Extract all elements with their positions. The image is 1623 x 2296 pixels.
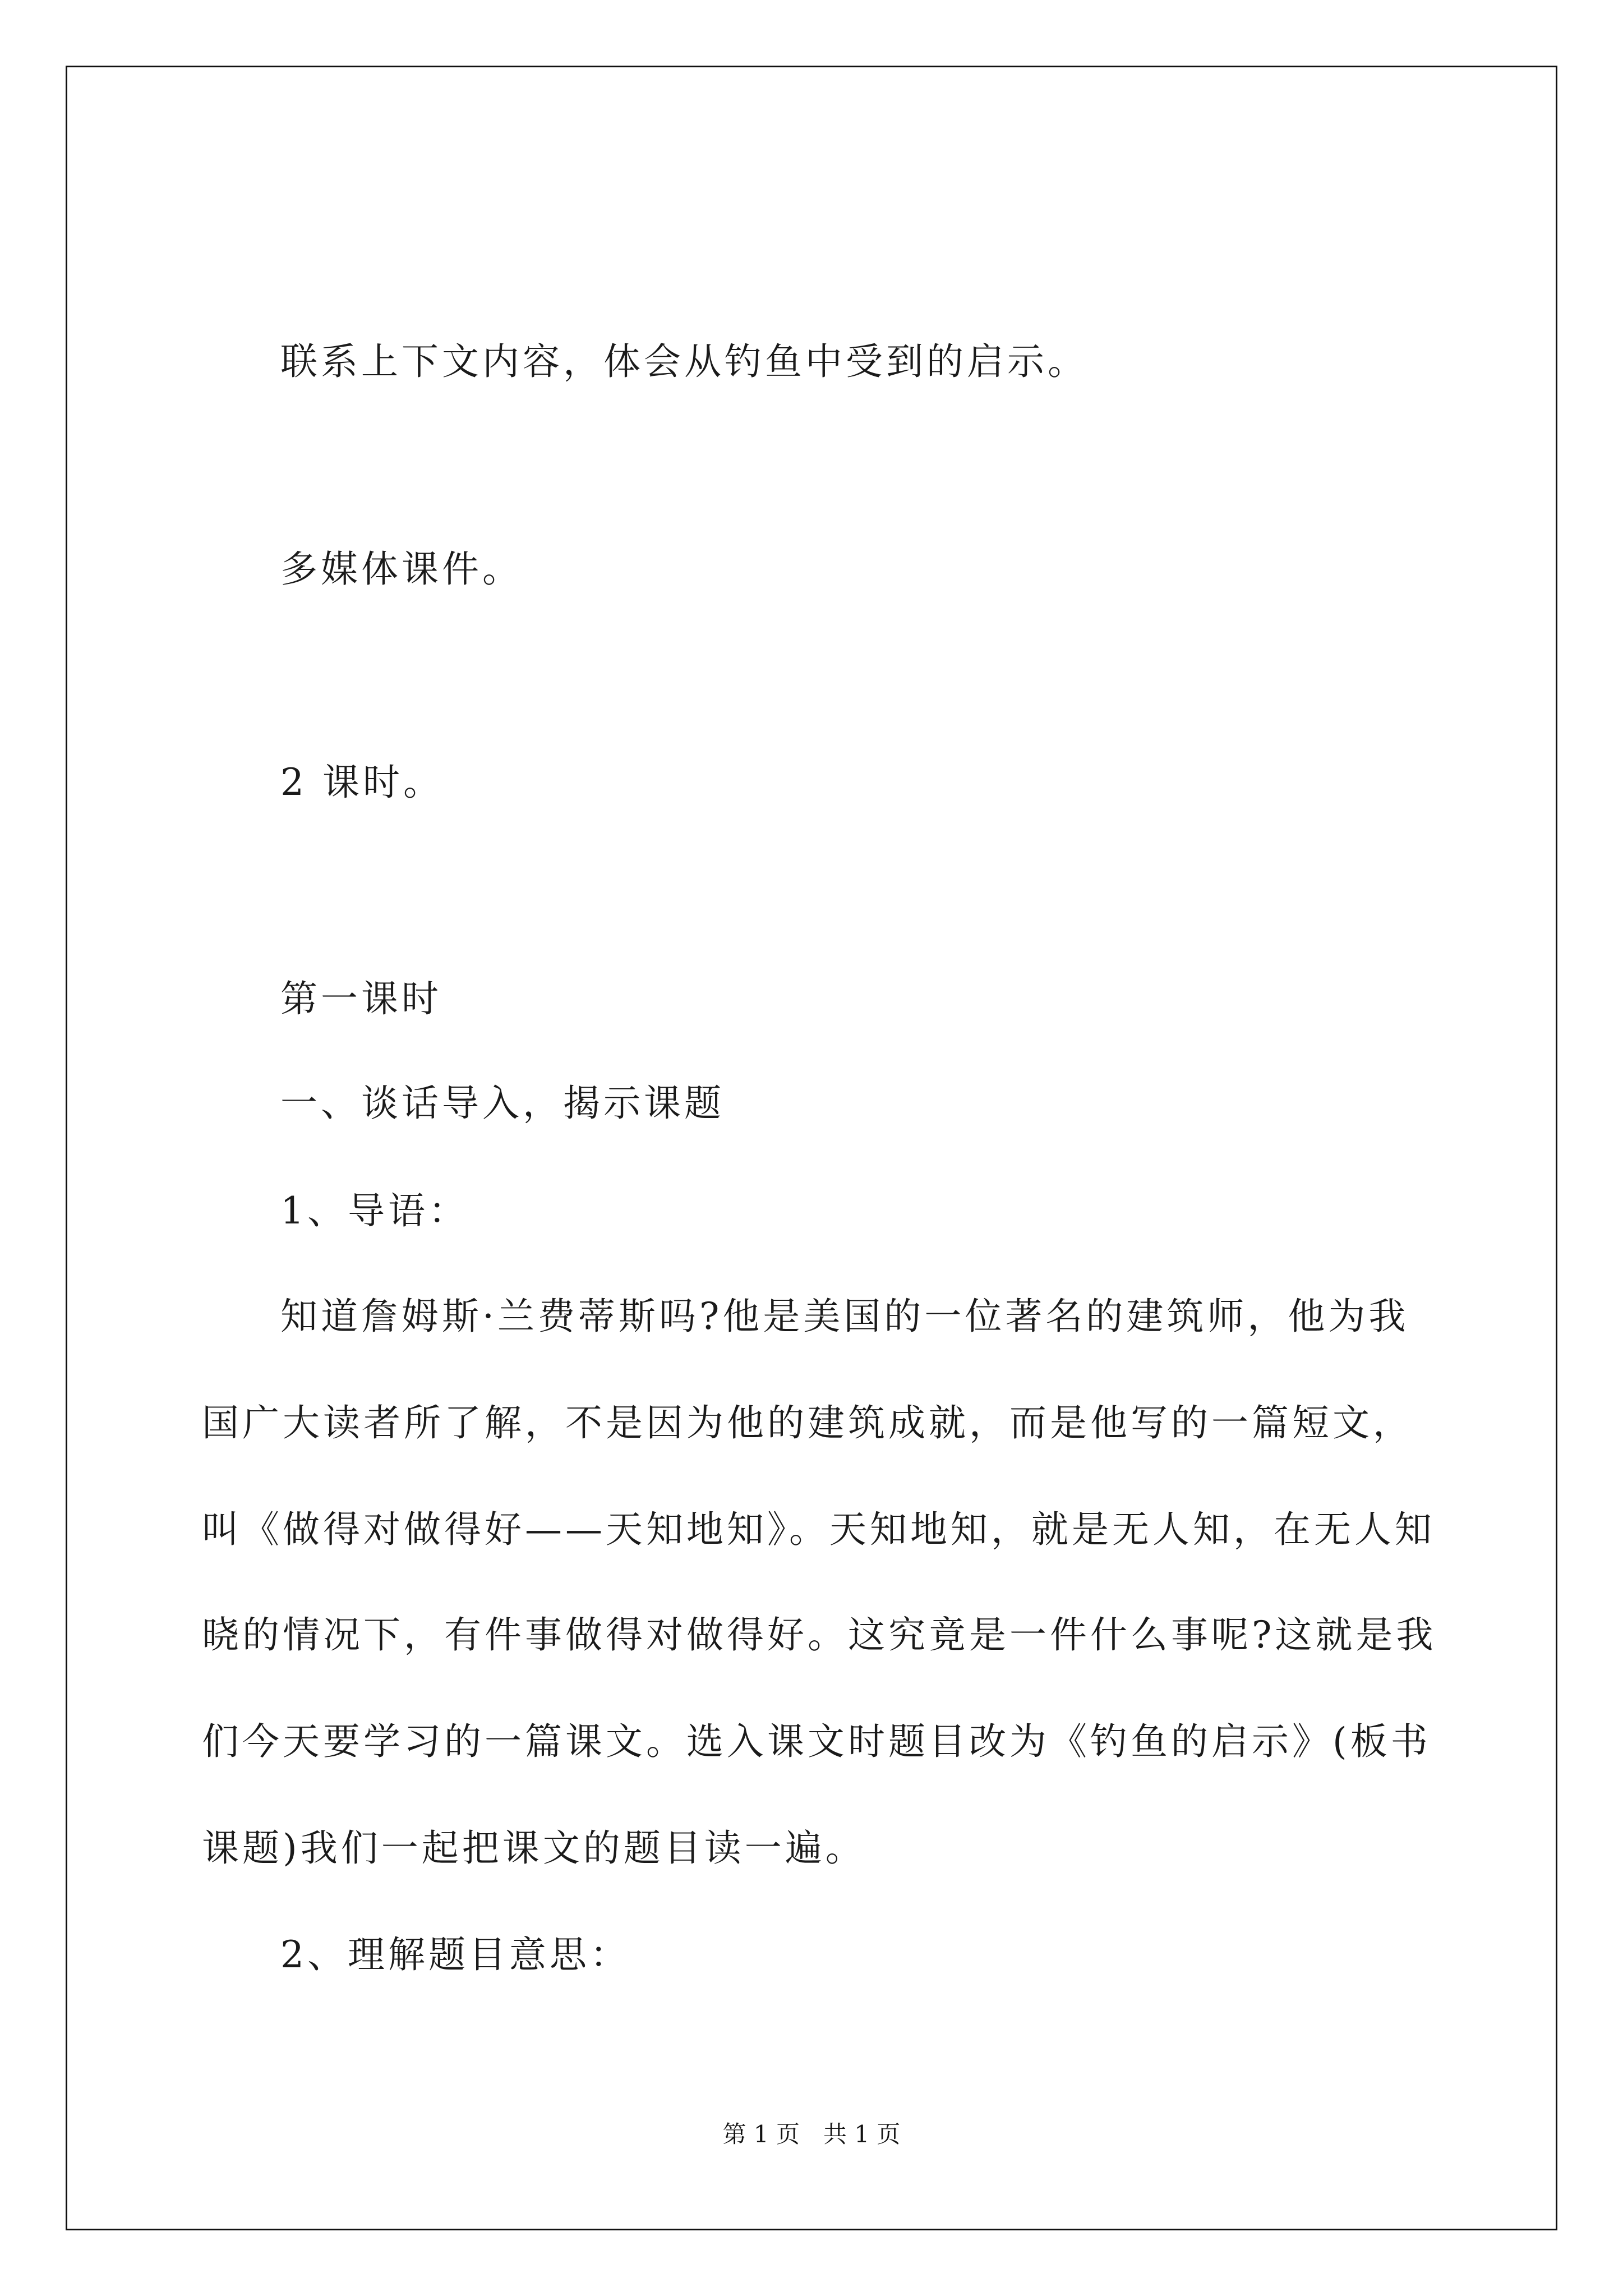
paragraph-intro-line: 课题)我们一起把课文的题目读一遍。 <box>202 1826 866 1870</box>
paragraph-intro-line: 们今天要学习的一篇课文。选入课文时题目改为《钓鱼的启示》(板书 <box>202 1720 1431 1763</box>
paragraph-intro-line: 知道詹姆斯·兰费蒂斯吗?他是美国的一位著名的建筑师，他为我 <box>280 1295 1409 1338</box>
page-border <box>66 66 1557 2230</box>
heading-first-lesson: 第一课时 <box>280 977 442 1020</box>
heading-intro: 1、导语： <box>280 1189 469 1232</box>
heading-section-one: 一、谈话导入，揭示课题 <box>280 1082 725 1125</box>
paragraph-class-hours: 2 课时。 <box>280 761 444 804</box>
paragraph-intro-line: 晓的情况下，有件事做得对做得好。这究竟是一件什么事呢?这就是我 <box>202 1613 1437 1657</box>
heading-understand-title: 2、理解题目意思： <box>280 1933 630 1976</box>
paragraph-enlightenment: 联系上下文内容，体会从钓鱼中受到的启示。 <box>280 340 1088 383</box>
paragraph-materials: 多媒体课件。 <box>280 547 523 591</box>
paragraph-intro-line: 叫《做得对做得好——天知地知》。天知地知，就是无人知，在无人知 <box>202 1508 1435 1551</box>
paragraph-intro-line: 国广大读者所了解，不是因为他的建筑成就，而是他写的一篇短文， <box>202 1401 1413 1444</box>
page-number: 第 1 页 共 1 页 <box>722 2120 901 2148</box>
